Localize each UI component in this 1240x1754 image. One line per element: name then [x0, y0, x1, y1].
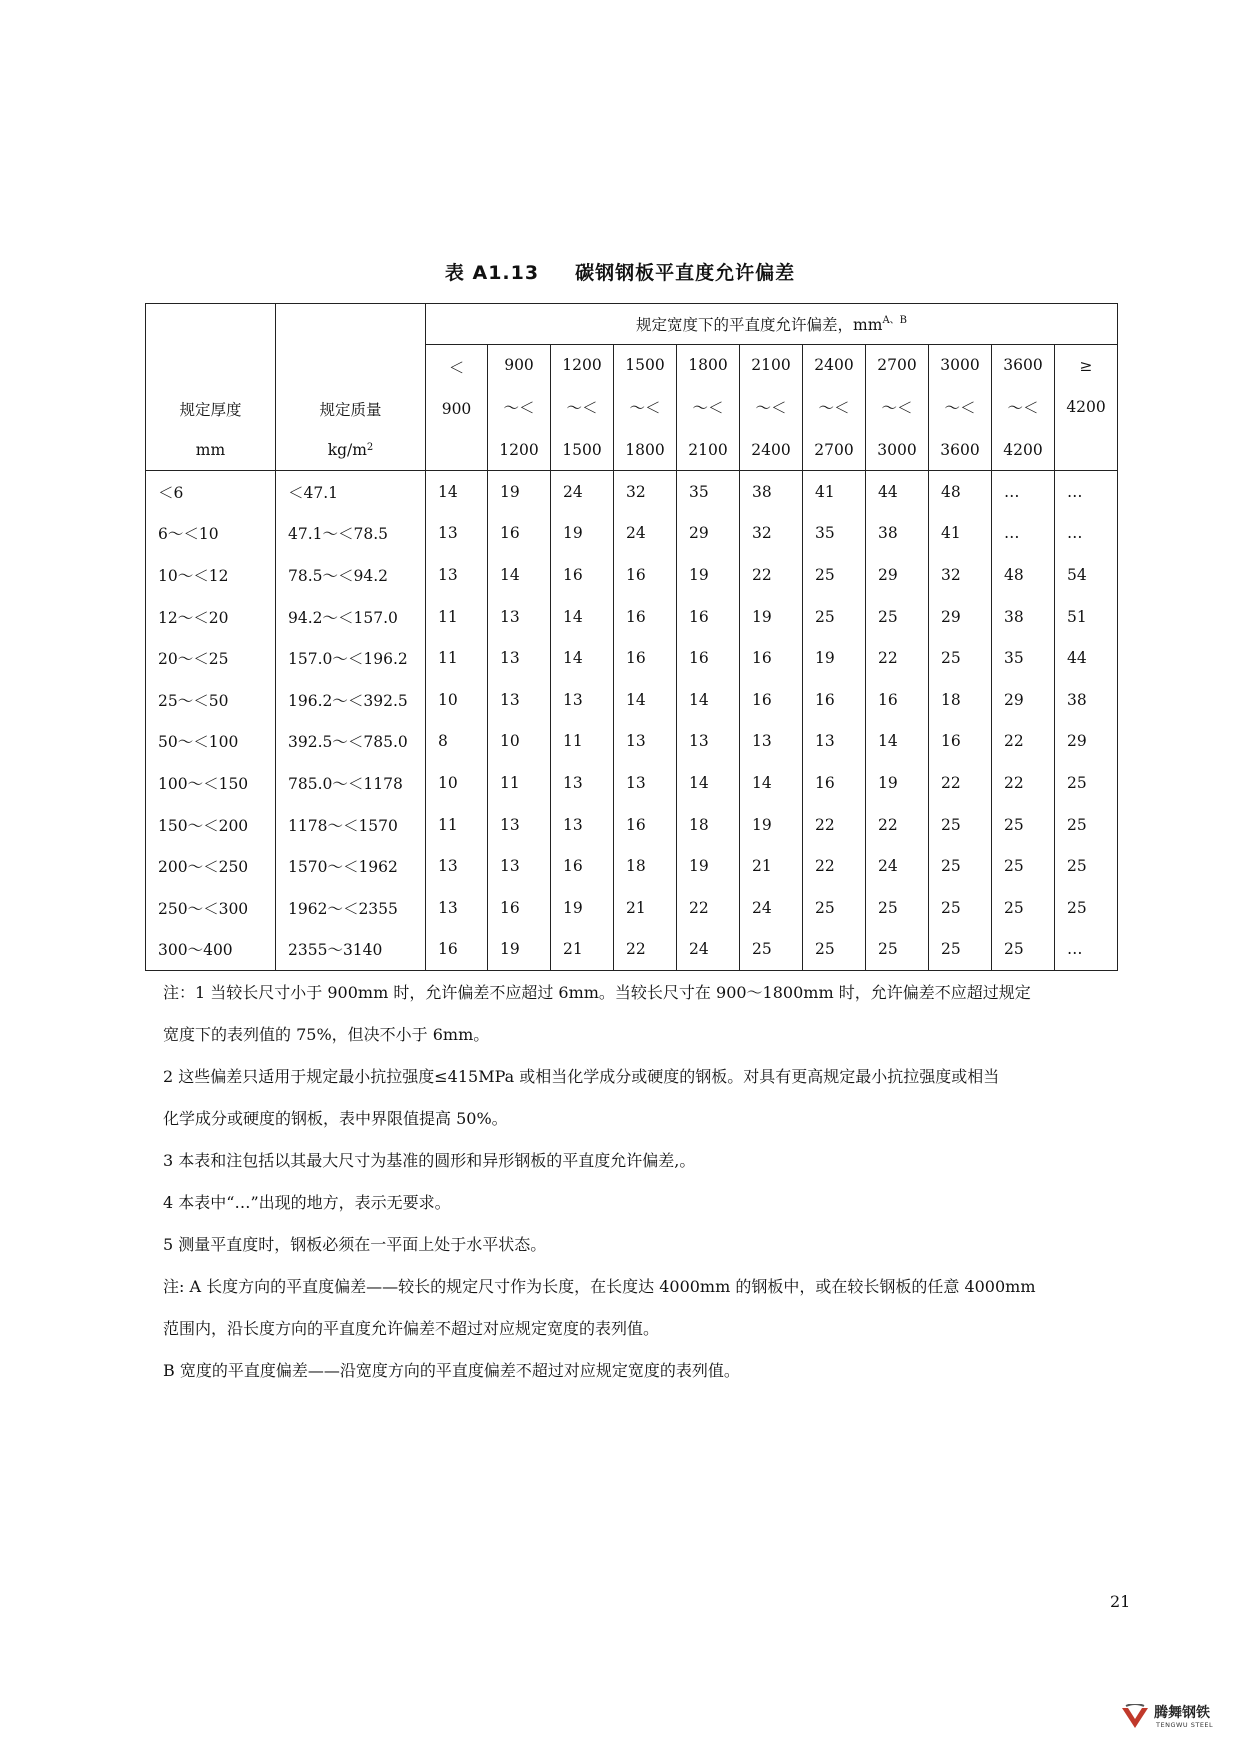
tolerance-cell: 35	[677, 471, 740, 513]
tolerance-cell: 21	[614, 887, 677, 929]
tolerance-cell: 25	[1055, 804, 1118, 846]
mass-cell: 392.5～＜785.0	[276, 721, 426, 763]
note-line: 3 本表和注包括以其最大尺寸为基准的圆形和异形钢板的平直度允许偏差,。	[163, 1151, 696, 1170]
mass-cell: 2355～3140	[276, 929, 426, 971]
tolerance-cell: …	[992, 471, 1055, 513]
table-title	[0, 258, 1240, 285]
tolerance-cell: 22	[803, 845, 866, 887]
tolerance-cell: 16	[488, 887, 551, 929]
tolerance-cell: 21	[740, 845, 803, 887]
header-width-1: 900 ～＜ 1200	[488, 345, 551, 471]
table-row	[146, 596, 1118, 638]
tolerance-cell: 16	[929, 721, 992, 763]
tolerance-cell: 25	[803, 554, 866, 596]
tolerance-cell: …	[1055, 929, 1118, 971]
tolerance-cell: 22	[992, 721, 1055, 763]
thickness-cell: 50～＜100	[146, 721, 276, 763]
tolerance-cell: 25	[866, 929, 929, 971]
tolerance-cell: 16	[614, 637, 677, 679]
tolerance-cell: 14	[551, 596, 614, 638]
thickness-cell: 100～＜150	[146, 762, 276, 804]
tolerance-cell: 14	[677, 762, 740, 804]
tolerance-cell: 13	[426, 513, 488, 555]
brand-logo	[1120, 1700, 1220, 1736]
tolerance-cell: 22	[866, 637, 929, 679]
note-line: 宽度下的表列值的 75%，但决不小于 6mm。	[163, 1025, 490, 1044]
thickness-cell: 12～＜20	[146, 596, 276, 638]
tolerance-cell: 25	[929, 804, 992, 846]
header-width-6: 2400 ～＜ 2700	[803, 345, 866, 471]
tolerance-cell: 8	[426, 721, 488, 763]
tolerance-cell: 24	[866, 845, 929, 887]
tolerance-cell: 13	[426, 887, 488, 929]
tolerance-cell: …	[1055, 513, 1118, 555]
header-width-2: 1200 ～＜ 1500	[551, 345, 614, 471]
mass-cell: 157.0～＜196.2	[276, 637, 426, 679]
tolerance-cell: …	[1055, 471, 1118, 513]
table-row	[146, 929, 1118, 971]
notes-section	[163, 972, 1133, 1392]
tolerance-cell: 22	[992, 762, 1055, 804]
tolerance-cell: 29	[1055, 721, 1118, 763]
tolerance-cell: 14	[866, 721, 929, 763]
table-row	[146, 804, 1118, 846]
tolerance-cell: 16	[551, 554, 614, 596]
tolerance-cell: 25	[992, 804, 1055, 846]
tolerance-cell: 10	[426, 762, 488, 804]
tolerance-cell: 38	[740, 471, 803, 513]
tolerance-cell: 14	[614, 679, 677, 721]
thickness-cell: 20～＜25	[146, 637, 276, 679]
tolerance-cell: 44	[1055, 637, 1118, 679]
tolerance-cell: 13	[551, 762, 614, 804]
tolerance-cell: 18	[614, 845, 677, 887]
tolerance-cell: 41	[929, 513, 992, 555]
tolerance-cell: 16	[740, 679, 803, 721]
note-line: 化学成分或硬度的钢板，表中界限值提高 50%。	[163, 1109, 508, 1128]
tolerance-cell: 22	[614, 929, 677, 971]
mass-cell: 1962～＜2355	[276, 887, 426, 929]
tolerance-cell: 21	[551, 929, 614, 971]
tolerance-cell: 11	[426, 637, 488, 679]
note-line: 4 本表中“…”出现的地方，表示无要求。	[163, 1193, 451, 1212]
note-line: 5 测量平直度时，钢板必须在一平面上处于水平状态。	[163, 1235, 547, 1254]
tolerance-cell: 24	[740, 887, 803, 929]
tolerance-cell: …	[992, 513, 1055, 555]
tolerance-cell: 16	[677, 596, 740, 638]
tolerance-cell: 32	[740, 513, 803, 555]
tolerance-cell: 48	[992, 554, 1055, 596]
thickness-cell: ＜6	[146, 471, 276, 513]
tolerance-cell: 25	[1055, 887, 1118, 929]
tolerance-cell: 18	[677, 804, 740, 846]
tolerance-cell: 25	[866, 596, 929, 638]
tolerance-cell: 14	[677, 679, 740, 721]
tolerance-cell: 38	[866, 513, 929, 555]
table-row	[146, 721, 1118, 763]
note-line: B 宽度的平直度偏差——沿宽度方向的平直度偏差不超过对应规定宽度的表列值。	[163, 1361, 740, 1380]
table-row	[146, 762, 1118, 804]
thickness-cell: 25～＜50	[146, 679, 276, 721]
tolerance-cell: 32	[929, 554, 992, 596]
tolerance-cell: 11	[426, 804, 488, 846]
table-row	[146, 471, 1118, 513]
table-row	[146, 513, 1118, 555]
tolerance-cell: 25	[992, 845, 1055, 887]
header-thickness: 规定厚度 mm	[146, 304, 276, 471]
note-line: 注: A 长度方向的平直度偏差——较长的规定尺寸作为长度，在长度达 4000mm 的钢板中，或在较长钢板的任意 4000mm	[163, 1277, 1036, 1296]
table-row	[146, 554, 1118, 596]
tolerance-cell: 25	[803, 596, 866, 638]
mass-cell: 1178～＜1570	[276, 804, 426, 846]
tolerance-cell: 13	[677, 721, 740, 763]
tolerance-cell: 19	[551, 887, 614, 929]
mass-cell: 1570～＜1962	[276, 845, 426, 887]
tolerance-cell: 38	[1055, 679, 1118, 721]
table-row	[146, 845, 1118, 887]
tolerance-cell: 25	[929, 887, 992, 929]
tolerance-cell: 13	[614, 721, 677, 763]
header-mass: 规定质量 $kg/m^2$	[276, 304, 426, 471]
tolerance-cell: 25	[929, 929, 992, 971]
tolerance-cell: 16	[426, 929, 488, 971]
tolerance-cell: 22	[929, 762, 992, 804]
thickness-cell: 10～＜12	[146, 554, 276, 596]
header-width-5: 2100 ～＜ 2400	[740, 345, 803, 471]
tolerance-cell: 25	[1055, 762, 1118, 804]
tolerance-cell: 35	[992, 637, 1055, 679]
table-number: 表 A1.13	[444, 262, 540, 284]
tolerance-cell: 25	[740, 929, 803, 971]
tolerance-cell: 29	[992, 679, 1055, 721]
tolerance-cell: 41	[803, 471, 866, 513]
tolerance-cell: 16	[803, 679, 866, 721]
tolerance-cell: 16	[803, 762, 866, 804]
tolerance-cell: 19	[551, 513, 614, 555]
header-width-0: ＜ 900	[426, 345, 488, 471]
tolerance-cell: 10	[426, 679, 488, 721]
tolerance-cell: 44	[866, 471, 929, 513]
tolerance-cell: 13	[803, 721, 866, 763]
header-width-10: ≥ 4200	[1055, 345, 1118, 471]
thickness-cell: 300～400	[146, 929, 276, 971]
tolerance-cell: 25	[1055, 845, 1118, 887]
thickness-cell: 250～＜300	[146, 887, 276, 929]
mass-cell: 78.5～＜94.2	[276, 554, 426, 596]
tolerance-cell: 54	[1055, 554, 1118, 596]
tolerance-cell: 25	[992, 887, 1055, 929]
tolerance-cell: 29	[677, 513, 740, 555]
tolerance-cell: 13	[740, 721, 803, 763]
tolerance-cell: 25	[992, 929, 1055, 971]
tolerance-cell: 22	[677, 887, 740, 929]
tolerance-cell: 25	[929, 845, 992, 887]
tolerance-cell: 19	[866, 762, 929, 804]
mass-cell: 47.1～＜78.5	[276, 513, 426, 555]
note-line: 2 这些偏差只适用于规定最小抗拉强度≤415MPa 或相当化学成分或硬度的钢板。对具有更高规定最小抗拉强度或相当	[163, 1067, 1000, 1086]
tolerance-cell: 16	[866, 679, 929, 721]
tolerance-cell: 13	[488, 845, 551, 887]
tolerance-cell: 13	[488, 596, 551, 638]
header-width-8: 3000 ～＜ 3600	[929, 345, 992, 471]
thickness-cell: 150～＜200	[146, 804, 276, 846]
tolerance-cell: 13	[488, 637, 551, 679]
tolerance-cell: 14	[740, 762, 803, 804]
tolerance-cell: 11	[426, 596, 488, 638]
tolerance-cell: 25	[929, 637, 992, 679]
header-width-4: 1800 ～＜ 2100	[677, 345, 740, 471]
tolerance-cell: 19	[740, 596, 803, 638]
header-width-3: 1500 ～＜ 1800	[614, 345, 677, 471]
tolerance-cell: 13	[488, 804, 551, 846]
tolerance-cell: 13	[614, 762, 677, 804]
thickness-cell: 200～＜250	[146, 845, 276, 887]
tolerance-cell: 16	[488, 513, 551, 555]
tolerance-cell: 11	[551, 721, 614, 763]
tolerance-cell: 19	[803, 637, 866, 679]
tolerance-cell: 25	[803, 929, 866, 971]
mass-cell: 94.2～＜157.0	[276, 596, 426, 638]
table-title-text: 碳钢钢板平直度允许偏差	[575, 262, 796, 284]
header-width-group: 规定宽度下的平直度允许偏差，$mm^{A、B}$	[426, 304, 1118, 345]
tolerance-cell: 13	[488, 679, 551, 721]
tolerance-cell: 22	[740, 554, 803, 596]
tolerance-cell: 14	[426, 471, 488, 513]
tolerance-cell: 24	[551, 471, 614, 513]
tolerance-cell: 13	[426, 554, 488, 596]
mass-cell: 785.0～＜1178	[276, 762, 426, 804]
tolerance-cell: 18	[929, 679, 992, 721]
tolerance-cell: 19	[677, 845, 740, 887]
tolerance-cell: 16	[614, 554, 677, 596]
tolerance-cell: 25	[866, 887, 929, 929]
tolerance-cell: 13	[551, 679, 614, 721]
tolerance-cell: 32	[614, 471, 677, 513]
tolerance-cell: 16	[551, 845, 614, 887]
thickness-cell: 6～＜10	[146, 513, 276, 555]
tolerance-cell: 13	[426, 845, 488, 887]
table-row	[146, 637, 1118, 679]
tolerance-cell: 11	[488, 762, 551, 804]
logo-text-cn: 腾舞钢铁	[1154, 1705, 1210, 1721]
tolerance-cell: 14	[551, 637, 614, 679]
tolerance-cell: 19	[488, 929, 551, 971]
tolerance-cell: 24	[614, 513, 677, 555]
tolerance-cell: 51	[1055, 596, 1118, 638]
tolerance-cell: 29	[866, 554, 929, 596]
tolerance-cell: 16	[740, 637, 803, 679]
header-width-7: 2700 ～＜ 3000	[866, 345, 929, 471]
tolerance-cell: 48	[929, 471, 992, 513]
tolerance-cell: 29	[929, 596, 992, 638]
mass-cell: ＜47.1	[276, 471, 426, 513]
tolerance-cell: 22	[866, 804, 929, 846]
tolerance-cell: 35	[803, 513, 866, 555]
mass-cell: 196.2～＜392.5	[276, 679, 426, 721]
tolerance-cell: 22	[803, 804, 866, 846]
tolerance-cell: 38	[992, 596, 1055, 638]
note-line: 范围内，沿长度方向的平直度允许偏差不超过对应规定宽度的表列值。	[163, 1319, 660, 1338]
tolerance-cell: 10	[488, 721, 551, 763]
tengwu-logo-icon	[1120, 1704, 1150, 1730]
tolerance-cell: 16	[677, 637, 740, 679]
tolerance-cell: 19	[488, 471, 551, 513]
page-number: 21	[1110, 1592, 1131, 1611]
tolerance-cell: 16	[614, 596, 677, 638]
tolerance-cell: 19	[740, 804, 803, 846]
logo-text-en: TENGWU STEEL	[1156, 1721, 1214, 1729]
flatness-tolerance-table	[145, 303, 1118, 971]
header-width-9: 3600 ～＜ 4200	[992, 345, 1055, 471]
table-row	[146, 679, 1118, 721]
note-line: 注：1 当较长尺寸小于 900mm 时，允许偏差不应超过 6mm。当较长尺寸在 900～1800mm 时，允许偏差不应超过规定	[163, 983, 1031, 1002]
tolerance-cell: 13	[551, 804, 614, 846]
tolerance-cell: 25	[803, 887, 866, 929]
tolerance-cell: 24	[677, 929, 740, 971]
tolerance-cell: 16	[614, 804, 677, 846]
table-row	[146, 887, 1118, 929]
tolerance-cell: 19	[677, 554, 740, 596]
tolerance-cell: 14	[488, 554, 551, 596]
